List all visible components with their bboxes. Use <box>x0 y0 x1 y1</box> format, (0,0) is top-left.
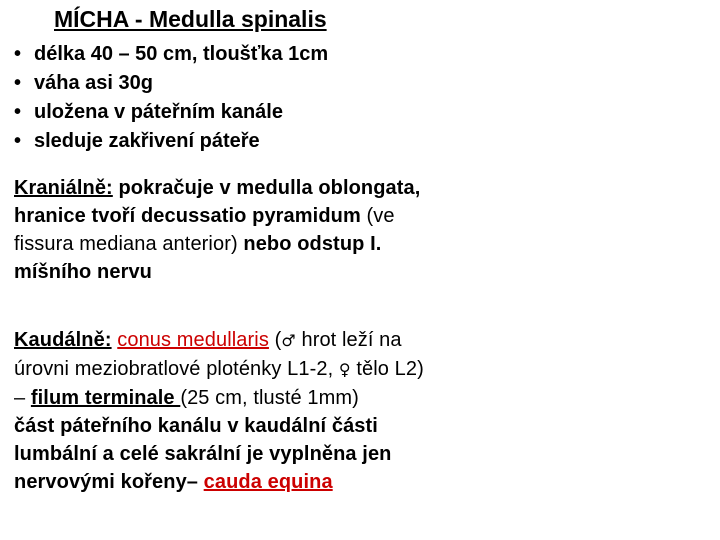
bullet-list <box>14 40 328 156</box>
caudal-paragraph <box>14 326 424 496</box>
paragraph-line <box>14 202 420 230</box>
paragraph-line: část páteřního kanálu v kaudální části <box>14 415 378 437</box>
caudal-text: (25 cm, tlusté 1mm) <box>180 387 359 409</box>
cranial-label: Kraniálně: <box>14 177 113 199</box>
caudal-text: – <box>14 387 31 409</box>
caudal-text: úrovni meziobratlové ploténky L1-2, <box>14 358 339 380</box>
page-title: MÍCHA - Medulla spinalis <box>54 6 327 32</box>
paragraph-line <box>14 230 420 258</box>
bullet-item <box>14 69 328 98</box>
male-symbol-icon: ♂ <box>281 331 296 350</box>
bullet-item <box>14 127 328 156</box>
bullet-marker: • <box>14 101 22 123</box>
bullet-marker: • <box>14 130 22 152</box>
paragraph-line <box>14 326 424 355</box>
cranial-text: (ve <box>360 205 395 227</box>
paragraph-line <box>14 258 420 286</box>
caudal-text: hrot leží na <box>295 329 402 351</box>
cranial-text: fissura mediana anterior) <box>14 233 238 255</box>
cranial-text: hranice tvoří decussatio pyramidum <box>14 205 361 227</box>
paragraph-line <box>14 355 424 384</box>
caudal-text: tělo L2) <box>350 358 424 380</box>
cauda-equina-term: cauda equina <box>203 471 333 493</box>
bullet-item <box>14 40 328 69</box>
bullet-marker: • <box>14 43 22 65</box>
caudal-text: nervovými kořeny– <box>14 471 204 493</box>
paragraph-line: lumbální a celé sakrální je vyplněna jen <box>14 443 392 465</box>
conus-medullaris-term: conus medullaris <box>117 329 269 351</box>
paragraph-line <box>14 468 424 496</box>
filum-terminale-term: filum terminale <box>30 387 181 409</box>
bullet-item <box>14 98 328 127</box>
caudal-text: ( <box>268 329 282 351</box>
bullet-marker: • <box>14 72 22 94</box>
caudal-label: Kaudálně: <box>14 329 112 351</box>
female-symbol-icon: ♀ <box>338 360 351 379</box>
cranial-text: nebo odstup I. <box>237 233 382 255</box>
bullet-text: váha asi 30g <box>34 72 153 94</box>
cranial-text: míšního nervu <box>14 261 152 283</box>
bullet-text: délka 40 – 50 cm, tloušťka 1cm <box>34 43 329 65</box>
bullet-text: sleduje zakřivení páteře <box>34 130 260 152</box>
paragraph-line <box>14 174 420 202</box>
cranial-paragraph <box>14 174 420 286</box>
paragraph-line <box>14 384 424 412</box>
bullet-text: uložena v páteřním kanále <box>34 101 283 123</box>
cranial-text: pokračuje v medulla oblongata, <box>112 177 421 199</box>
